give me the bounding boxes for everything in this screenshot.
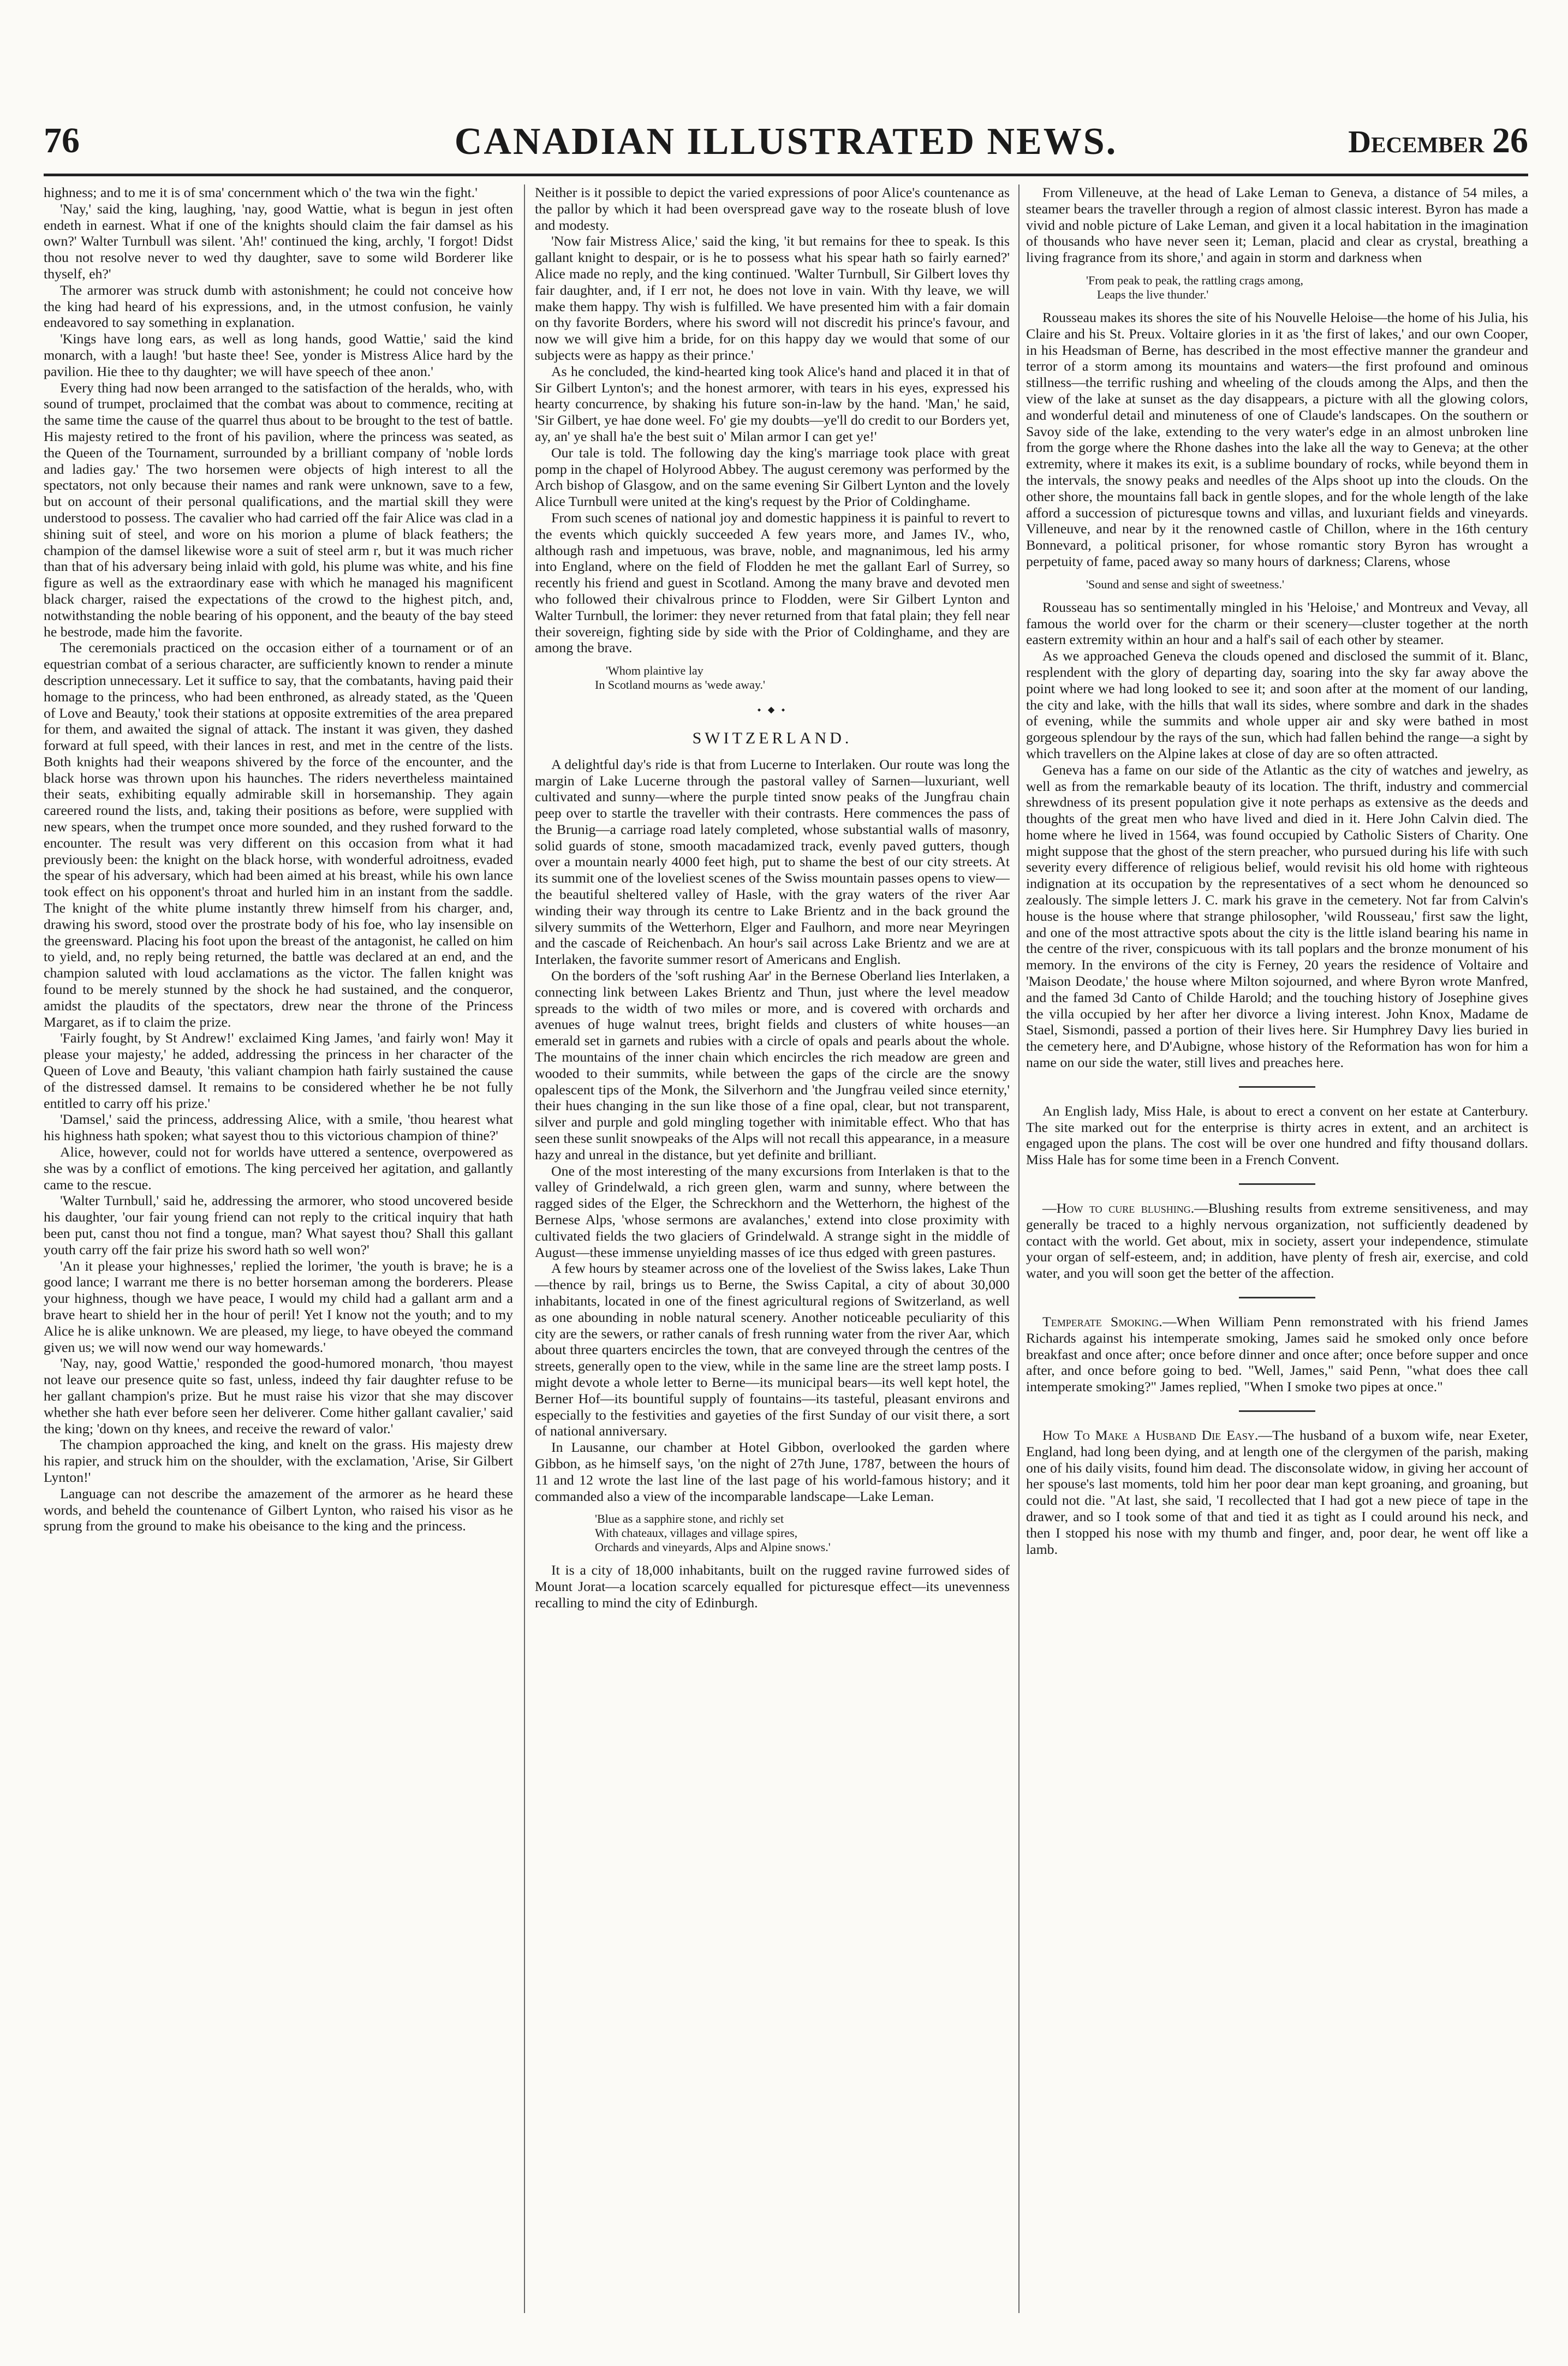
verse-line: 'Sound and sense and sight of sweetness.' bbox=[1086, 577, 1284, 591]
paragraph: 'Damsel,' said the princess, addressing Alice, with a smile, 'thou hearest what his highness hath spoken; what sayest thou to this victorious champion of thine?' bbox=[44, 1111, 513, 1144]
paragraph: 'Now fair Mistress Alice,' said the king, 'it but remains for thee to speak. Is this gallant knight to despair, or is he to possess what his spear hath so fairly earned?' Alice made no reply, and the king continued. 'Walter Turnbull, Sir Gilbert loves thy fair daughter, and, if I err not, he does not love in vain. With thy leave, we will make them happy. Thy wish is fulfilled. We have presented him with a fair domain on thy favorite Borders, where his sword will not discredit his prince's favour, and now we will give him a bride, for on this happy day we would that some of our subjects were as happy as their prince.' bbox=[535, 233, 1010, 363]
verse-quote bbox=[1086, 577, 1528, 592]
paragraph: 'Nay,' said the king, laughing, 'nay, good Wattie, what is begun in jest often endeth in earnest. What if one of the knights should claim the fair damsel as his own?' Walter Turnbull was silent. 'Ah!' continued the king, archly, 'I forgot! Didst thou not resolve never to wed thy daughter, save to some wild Borderer like thyself, eh?' bbox=[44, 200, 513, 282]
item-lead: Temperate Smoking. bbox=[1042, 1314, 1162, 1330]
item-lead: —How to cure blushing. bbox=[1042, 1200, 1195, 1217]
verse-line: Orchards and vineyards, Alps and Alpine snows.' bbox=[595, 1540, 831, 1554]
paragraph: Rousseau makes its shores the site of his Nouvelle Heloise—the home of his Julia, his Claire and his St. Preux. Voltaire glories in it as 'the first of lakes,' and our own Cooper, in his Headsman of Berne, has described in the most effective manner the grandeur and terror of a storm among its mountains and waters—the first profound and ominous stillness—the terrific rushing and wheeling of the clouds among the Alps, and then the view of the lake at sunset as the day disappears, a picture with all the glowing colors, and wonderful detail and minuteness of one of Claude's landscapes. On the southern or Savoy side of the lake, extending to the very water's edge in an almost unbroken line from the gorge where the Rhone dashes into the lake all the way to Geneva; at the other extremity, where it makes its exit, is a sublime boundary of rocks, while beyond them in the intervals, the snowy peaks and needles of the Alps shoot up into the clouds. On the other shore, the mountains fall back in gentle slopes, and for the whole length of the lake afford a succession of picturesque towns and villas, and luxuriant fields and vineyards. Villeneuve, and near by it the renowned castle of Chillon, where in the 16th century Bonnevard, a political prisoner, for whose romantic story Byron has wrought a perpetuity of fame, paced away so many hours of darkness; Clarens, whose bbox=[1026, 309, 1528, 569]
verse-line: In Scotland mourns as 'wede away.' bbox=[595, 678, 765, 692]
ornament-divider: ⬩ ⬥ ⬩ bbox=[757, 704, 788, 716]
newspaper-title: CANADIAN ILLUSTRATED NEWS. bbox=[454, 121, 1118, 163]
paragraph: In Lausanne, our chamber at Hotel Gibbon, overlooked the garden where Gibbon, as he himself says, 'on the night of 27th June, 1787, between the hours of 11 and 12 wrote the last line of the last page of his world-famous history; and it commanded also a view of the incomparable landscape—Lake Leman. bbox=[535, 1439, 1010, 1504]
paragraph: Language can not describe the amazement of the armorer as he heard these words, and beheld the countenance of Gilbert Lynton, who raised his visor as he sprung from the ground to make his obeisance to the king and the princess. bbox=[44, 1485, 513, 1534]
paragraph: As he concluded, the kind-hearted king took Alice's hand and placed it in that of Sir Gilbert Lynton's; and the honest armorer, with tears in his eyes, expressed his hearty concurrence, by shaking his future son-in-law by the hand. 'Man,' he said, 'Sir Gilbert, ye hae done weel. Fo' gie my doubts—ye'll do credit to our Borders yet, ay, an' ye shall ha'e the best suit o' Milan armor I can get ye!' bbox=[535, 363, 1010, 444]
paragraph: The champion approached the king, and knelt on the grass. His majesty drew his rapier, and struck him on the shoulder, with the exclamation, 'Arise, Sir Gilbert Lynton!' bbox=[44, 1437, 513, 1485]
paragraph: The ceremonials practiced on the occasion either of a tournament or of an equestrian combat of a serious character, are sufficiently known to render a minute description unnecessary. Let it suffice to say, that the combatants, having paid their homage to the princess, who had been enthroned, as already stated, as the 'Queen of Love and Beauty,' took their stations at opposite extremities of the area prepared for them, and awaited the signal of attack. The instant it was given, they dashed forward at full speed, with their lances in rest, and met in the centre of the lists. Both knights had their weapons shivered by the force of the encounter, and the black horse was thrown upon his haunches. The riders nevertheless maintained their seats, exhibiting equally admirable skill in horsemanship. They again careered round the lists, and, taking their positions as before, were supplied with new spears, when the trumpet once more sounded, and they rushed forward to the encounter. The result was very different on this occasion from what it had previously been: the knight on the black horse, with wonderful adroitness, evaded the spear of his adversary, which had been aimed at his breast, while his own lance took effect on his opponent's throat and hurled him in an instant from the saddle. The knight of the white plume instantly threw himself from his charger, and, drawing his sword, stood over the prostrate body of his foe, who lay insensible on the greensward. Placing his foot upon the breast of the antagonist, he called on him to yield, and, no reply being returned, the battle was declared at an end, and the champion saluted with loud acclamations as the victor. The fallen knight was found to be merely stunned by the shock he had sustained, and the conqueror, amidst the plaudits of the spectators, drew near the throne of the Princess Margaret, as if to claim the prize. bbox=[44, 640, 513, 1030]
paragraph: Rousseau has so sentimentally mingled in his 'Heloise,' and Montreux and Vevay, all famous the world over for the charm or their scenery—cluster together at the north eastern extremity within an hour and a half's sail of each other by steamer. bbox=[1026, 599, 1528, 648]
verse-line: Leaps the live thunder.' bbox=[1097, 287, 1209, 301]
section-rule bbox=[1239, 1183, 1315, 1185]
verse-line: 'Blue as a sapphire stone, and richly set bbox=[595, 1512, 784, 1526]
paragraph: A delightful day's ride is that from Lucerne to Interlaken. Our route was long the margin of Lake Lucerne through the pastoral valley of Sarnen—luxuriant, well cultivated and sunny—where the purple tinted snow peaks of the Jungfrau chain peep over to startle the traveller with their contrasts. Here commences the pass of the Brunig—a carriage road lately completed, whose substantial walls of masonry, solid guards of stone, smooth macadamized track, evenly paved gutters, though over a mountain nearly 4000 feet high, put to shame the best of our city streets. At its summit one of the loveliest scenes of the Swiss mountain passes opens to view—the beautiful sheltered valley of Hasle, with the gray waters of the river Aar winding their way through its centre to Lake Brientz and in the back ground the silvery summits of the Wetterhorn, Elger and Faulhorn, and more near Meyringen and the cascade of Reichenbach. An hour's sail across Lake Brientz and we are at Interlaken, the favorite summer resort of Americans and English. bbox=[535, 756, 1010, 968]
section-rule bbox=[1239, 1410, 1315, 1412]
paragraph: The armorer was struck dumb with astonishment; he could not conceive how the king had heard of his expressions, and, in the utmost confusion, he vainly endeavored to say something in explanation. bbox=[44, 282, 513, 331]
paragraph: 'An it please your highnesses,' replied the lorimer, 'the youth is brave; he is a good lance; I warrant me there is no better horseman among the borderers. Please your highness, though we have peace, I would my child had a gallant arm and a brave heart to shield her in the hour of peril! Yet I know not the youth; and to my Alice he is alike unknown. We are pleased, my liege, to have obeyed the command given us; we will now wend our way homewards.' bbox=[44, 1258, 513, 1355]
masthead bbox=[44, 120, 1528, 169]
paragraph: 'Walter Turnbull,' said he, addressing the armorer, who stood uncovered beside his daughter, 'our fair young friend can not reply to the critical inquiry that hath been put, canst thou not find a tongue, man? What sayest thou? Shall this gallant youth carry off the fair prize his sword hath so well won?' bbox=[44, 1193, 513, 1258]
article-heading: SWITZERLAND. bbox=[692, 729, 852, 747]
paragraph: As we approached Geneva the clouds opened and disclosed the summit of it. Blanc, resplendent with the glory of departing day, soaring into the sky far away above the point where we had long looked to see it; and soon after at the moment of our landing, the city and lake, with the hills that wall its sides, where sombre and dark in the shades of evening, while the summits and whole upper air and sky were bathed in most gorgeous splendour by the rays of the sun, which had fallen behind the range—a sight by which travellers on the Alpine lakes at close of day are so often attracted. bbox=[1026, 648, 1528, 761]
verse-line: 'Whom plaintive lay bbox=[606, 664, 703, 678]
item-lead: How To Make a Husband Die Easy. bbox=[1042, 1427, 1259, 1443]
section-rule bbox=[1239, 1086, 1315, 1088]
paragraph: Alice, however, could not for worlds have uttered a sentence, overpowered as she was by a conflict of emotions. The king perceived her agitation, and gallantly came to the rescue. bbox=[44, 1144, 513, 1193]
paragraph: 'Nay, nay, good Wattie,' responded the good-humored monarch, 'thou mayest not leave our presence quite so fast, unless, indeed thy fair daughter refuse to be her gallant champion's prize. But he must raise his vizor that she may discover whether she hath ever before seen her deliverer. Come hither gallant cavalier,' said the king; 'down on thy knees, and receive the reward of valor.' bbox=[44, 1355, 513, 1437]
verse-line: 'From peak to peak, the rattling crags among, bbox=[1086, 273, 1304, 287]
paragraph: Our tale is told. The following day the king's marriage took place with great pomp in the chapel of Holyrood Abbey. The august ceremony was performed by the Arch bishop of Glasgow, and on the same evening Sir Gilbert Lynton and the lovely Alice Turnbull were united at the king's request by the Prior of Coldinghame. bbox=[535, 444, 1010, 510]
verse-quote bbox=[595, 1512, 1010, 1554]
column-2 bbox=[535, 184, 1010, 2313]
issue-date bbox=[1348, 120, 1528, 162]
issue-month: December bbox=[1348, 124, 1484, 159]
paragraph: 'Fairly fought, by St Andrew!' exclaimed King James, 'and fairly won! May it please your majesty,' he added, addressing the princess in her character of the Queen of Love and Beauty, 'this valiant champion hath fairly sustained the cause of the distressed damsel. It remains to be considered whether he be not fully entitled to carry off his prize.' bbox=[44, 1030, 513, 1111]
item-body: —When William Penn remonstrated with his friend James Richards against his intemperate smoking, James said he smoked only once before breakfast and once after; once before dinner and once after; once before supper and once after, and once before going to bed. "Well, James," said Penn, "what does thee call intemperate smoking?" James replied, "When I smoke two pipes at once." bbox=[1026, 1314, 1528, 1395]
paragraph: An English lady, Miss Hale, is about to erect a convent on her estate at Canterbury. The site marked out for the enterprise is thirty acres in extent, and an architect is engaged upon the plans. The cost will be over one hundred and fifty thousand dollars. Miss Hale has for some time been in a French Convent. bbox=[1026, 1102, 1528, 1168]
column-1 bbox=[44, 184, 513, 2313]
paragraph: A few hours by steamer across one of the loveliest of the Swiss lakes, Lake Thun—thence by rail, brings us to Berne, the Swiss Capital, a city of about 30,000 inhabitants, located in one of the finest agricultural regions of Switzerland, as well as one abounding in noble natural scenery. Another noticeable peculiarity of this city are the sewers, or rather canals of fresh running water from the river Aar, which about three quarters encircles the town, that are conveyed through the centres of the streets, generally open to the view, while in the same line are the street lamp posts. I might devote a whole letter to Berne—its municipal bears—its well kept hotel, the Berner Hof—its bountiful supply of fountains—its tasteful, pleasant environs and especially to the festivities and gayeties of the first Sunday of our visit there, a sort of national anniversary. bbox=[535, 1260, 1010, 1439]
item-body: —Blushing results from extreme sensitiveness, and may generally be traced to a highly nervous organization, not sufficiently deadened by contact with the world. Get about, mix in society, assert your independence, stimulate your organ of self-esteem, and; in addition, have plenty of fresh air, exercise, and cold water, and you will soon get the better of the affection. bbox=[1026, 1200, 1528, 1282]
column-3 bbox=[1026, 184, 1528, 2313]
item-body: —The husband of a buxom wife, near Exeter, England, had long been dying, and at length one of the clergymen of the parish, making one of his daily visits, found him dead. The disconsolate widow, in giving her account of her spouse's last moments, told him her poor dear man kept groaning, and groaning, but could not die. "At last, she said, 'I recollected that I had got a new piece of tape in the drawer, and so I took some of that and tied it as tight as I could around his neck, and then I stopped his nose with my thumb and finger, and, poor dear, he went off like a lamb. bbox=[1026, 1427, 1528, 1557]
column-divider bbox=[524, 184, 525, 2313]
verse-quote bbox=[1086, 273, 1528, 302]
paragraph: highness; and to me it is of sma' concernment which o' the twa win the fight.' bbox=[44, 184, 478, 200]
paragraph: It is a city of 18,000 inhabitants, built on the rugged ravine furrowed sides of Mount Jorat—a location scarcely equalled for picturesque effect—its unevenness recalling to mind the city of Edinburgh. bbox=[535, 1562, 1010, 1611]
verse-quote bbox=[595, 664, 1010, 692]
header-rule bbox=[44, 174, 1528, 176]
paragraph: One of the most interesting of the many excursions from Interlaken is that to the valley of Grindelwald, a rich green glen, warm and sunny, where between the ragged sides of the Elger, the Schreckhorn and the Wetterhorn, the highest of the Bernese Alps, 'whose sermons are avalanches,' extend into close proximity with cultivated fields the two glaciers of Grindelwald. A strange sight in the middle of August—these immense unyielding masses of ice thus edged with green pastures. bbox=[535, 1163, 1010, 1260]
paragraph: Every thing had now been arranged to the satisfaction of the heralds, who, with sound of trumpet, proclaimed that the combat was about to commence, reciting at the same time the cause of the quarrel thus about to be brought to the test of battle. His majesty retired to the front of his pavilion, where the princess was seated, as the Queen of the Tournament, surrounded by a brilliant company of 'noble lords and ladies gay.' The two horsemen were objects of high interest to all the spectators, not only because their names and rank were unknown, save to a few, but on account of their personal qualifications, and the martial skill they were understood to possess. The cavalier who had carried off the fair Alice was clad in a shining suit of steel, and wore on his morion a plume of black feathers; the champion of the damsel likewise wore a suit of steel arm r, but it was much richer than that of his adversary being inlaid with gold, his plume was white, and his fine figure as well as the extraordinary ease with which he managed his magnificent black charger, raised the expectations of the crowd to the highest pitch, and, notwithstanding the noble bearing of his opponent, and the beauty of the bay steed he bestrode, made him the favorite. bbox=[44, 379, 513, 640]
paragraph bbox=[1026, 1427, 1528, 1557]
paragraph bbox=[1026, 1200, 1528, 1282]
paragraph: 'Kings have long ears, as well as long hands, good Wattie,' said the kind monarch, with a laugh! 'but haste thee! See, yonder is Mistress Alice hard by the pavilion. Hie thee to thy daughter; we will have speech of thee anon.' bbox=[44, 331, 513, 379]
paragraph: Geneva has a fame on our side of the Atlantic as the city of watches and jewelry, as well as from the remarkable beauty of its location. The thrift, industry and commercial shrewdness of its present population give it note perhaps as extensive as the deeds and thoughts of the great men who have lived and died in it. Here John Calvin died. The home where he lived in 1564, was found occupied by Catholic Sisters of Charity. One might suppose that the ghost of the stern preacher, who pursued during his life with such severity every difference of religious belief, would revisit his old home with righteous indignation at its occupation by the representatives of a sect whom he denounced so zealously. The simple letters J. C. mark his grave in the cemetery. Not far from Calvin's house is the house where that strange philosopher, 'wild Rousseau,' first saw the light, and one of the most attractive spots about the city is the little island bearing his name in the centre of the river, conspicuous with its tall poplars and the bronze monument of his memory. In the environs of the city is Ferney, 20 years the residence of Voltaire and 'Maison Deodate,' the house where Milton sojourned, and where Byron wrote Manfred, and the famed 3d Canto of Childe Harold; and the touching history of Josephine gives the villa occupied by her after her divorce a living interest. John Knox, Madame de Stael, Sismondi, passed a portion of their lives here. Sir Humphrey Davy lies buried in the cemetery here, and D'Aubigne, whose history of the Reformation has won for him a name on our side the water, still lives and preaches here. bbox=[1026, 761, 1528, 1071]
paragraph: Neither is it possible to depict the varied expressions of poor Alice's countenance as the pallor by which it had been overspread gave way to the roseate blush of love and modesty. bbox=[535, 184, 1010, 233]
paragraph: On the borders of the 'soft rushing Aar' in the Bernese Oberland lies Interlaken, a connecting link between Lakes Brientz and Thun, just where the level meadow spreads to the width of two miles or more, and is covered with orchards and avenues of huge walnut trees, bright fields and clusters of white houses—an emerald set in garnets and rubies with a circle of opals and pearls about the whole. The mountains of the inner chain which encircles the rich meadow are green and wooded to their summits, while between the gaps of the circle are the snowy opalescent tips of the Monk, the Silverhorn and 'the Jungfrau veiled since eternity,' their hues changing in the sun like those of a fine opal, clear, but not transparent, silver and purple and gold mingling together with inimitable effect. Who that has seen these sunlit snowpeaks of the Alps will not recall this appearance, in a measure hazy and unreal in the distance, but yet definite and brilliant. bbox=[535, 968, 1010, 1163]
verse-line: With chateaux, villages and village spires, bbox=[595, 1526, 798, 1540]
paragraph bbox=[1026, 1314, 1528, 1395]
paragraph: From Villeneuve, at the head of Lake Leman to Geneva, a distance of 54 miles, a steamer bears the traveller through a region of almost classic interest. Byron has made a vivid and noble picture of Lake Leman, and given it a local habitation in the imagination of thousands who have never seen it; Leman, placid and clear as crystal, breathing a living fragrance from its shore,' and again in storm and darkness when bbox=[1026, 184, 1528, 266]
page-number: 76 bbox=[44, 121, 80, 160]
column-divider bbox=[1018, 184, 1020, 2313]
section-rule bbox=[1239, 1297, 1315, 1298]
paragraph: From such scenes of national joy and domestic happiness it is painful to revert to the events which quickly succeeded A few years more, and James IV., who, although rash and impetuous, was brave, noble, and magnanimous, led his army into England, where on the field of Flodden he met the gallant Earl of Surrey, so recently his friend and guest in Scotland. Among the many brave and devoted men who followed their chivalrous prince to Flodden, were Sir Gilbert Lynton and Walter Turnbull, the lorimer: they never returned from that fatal plain; they fell near their sovereign, fighting side by side with the Prior of Coldinghame, and they are among the brave. bbox=[535, 509, 1010, 656]
issue-day: 26 bbox=[1492, 121, 1528, 160]
